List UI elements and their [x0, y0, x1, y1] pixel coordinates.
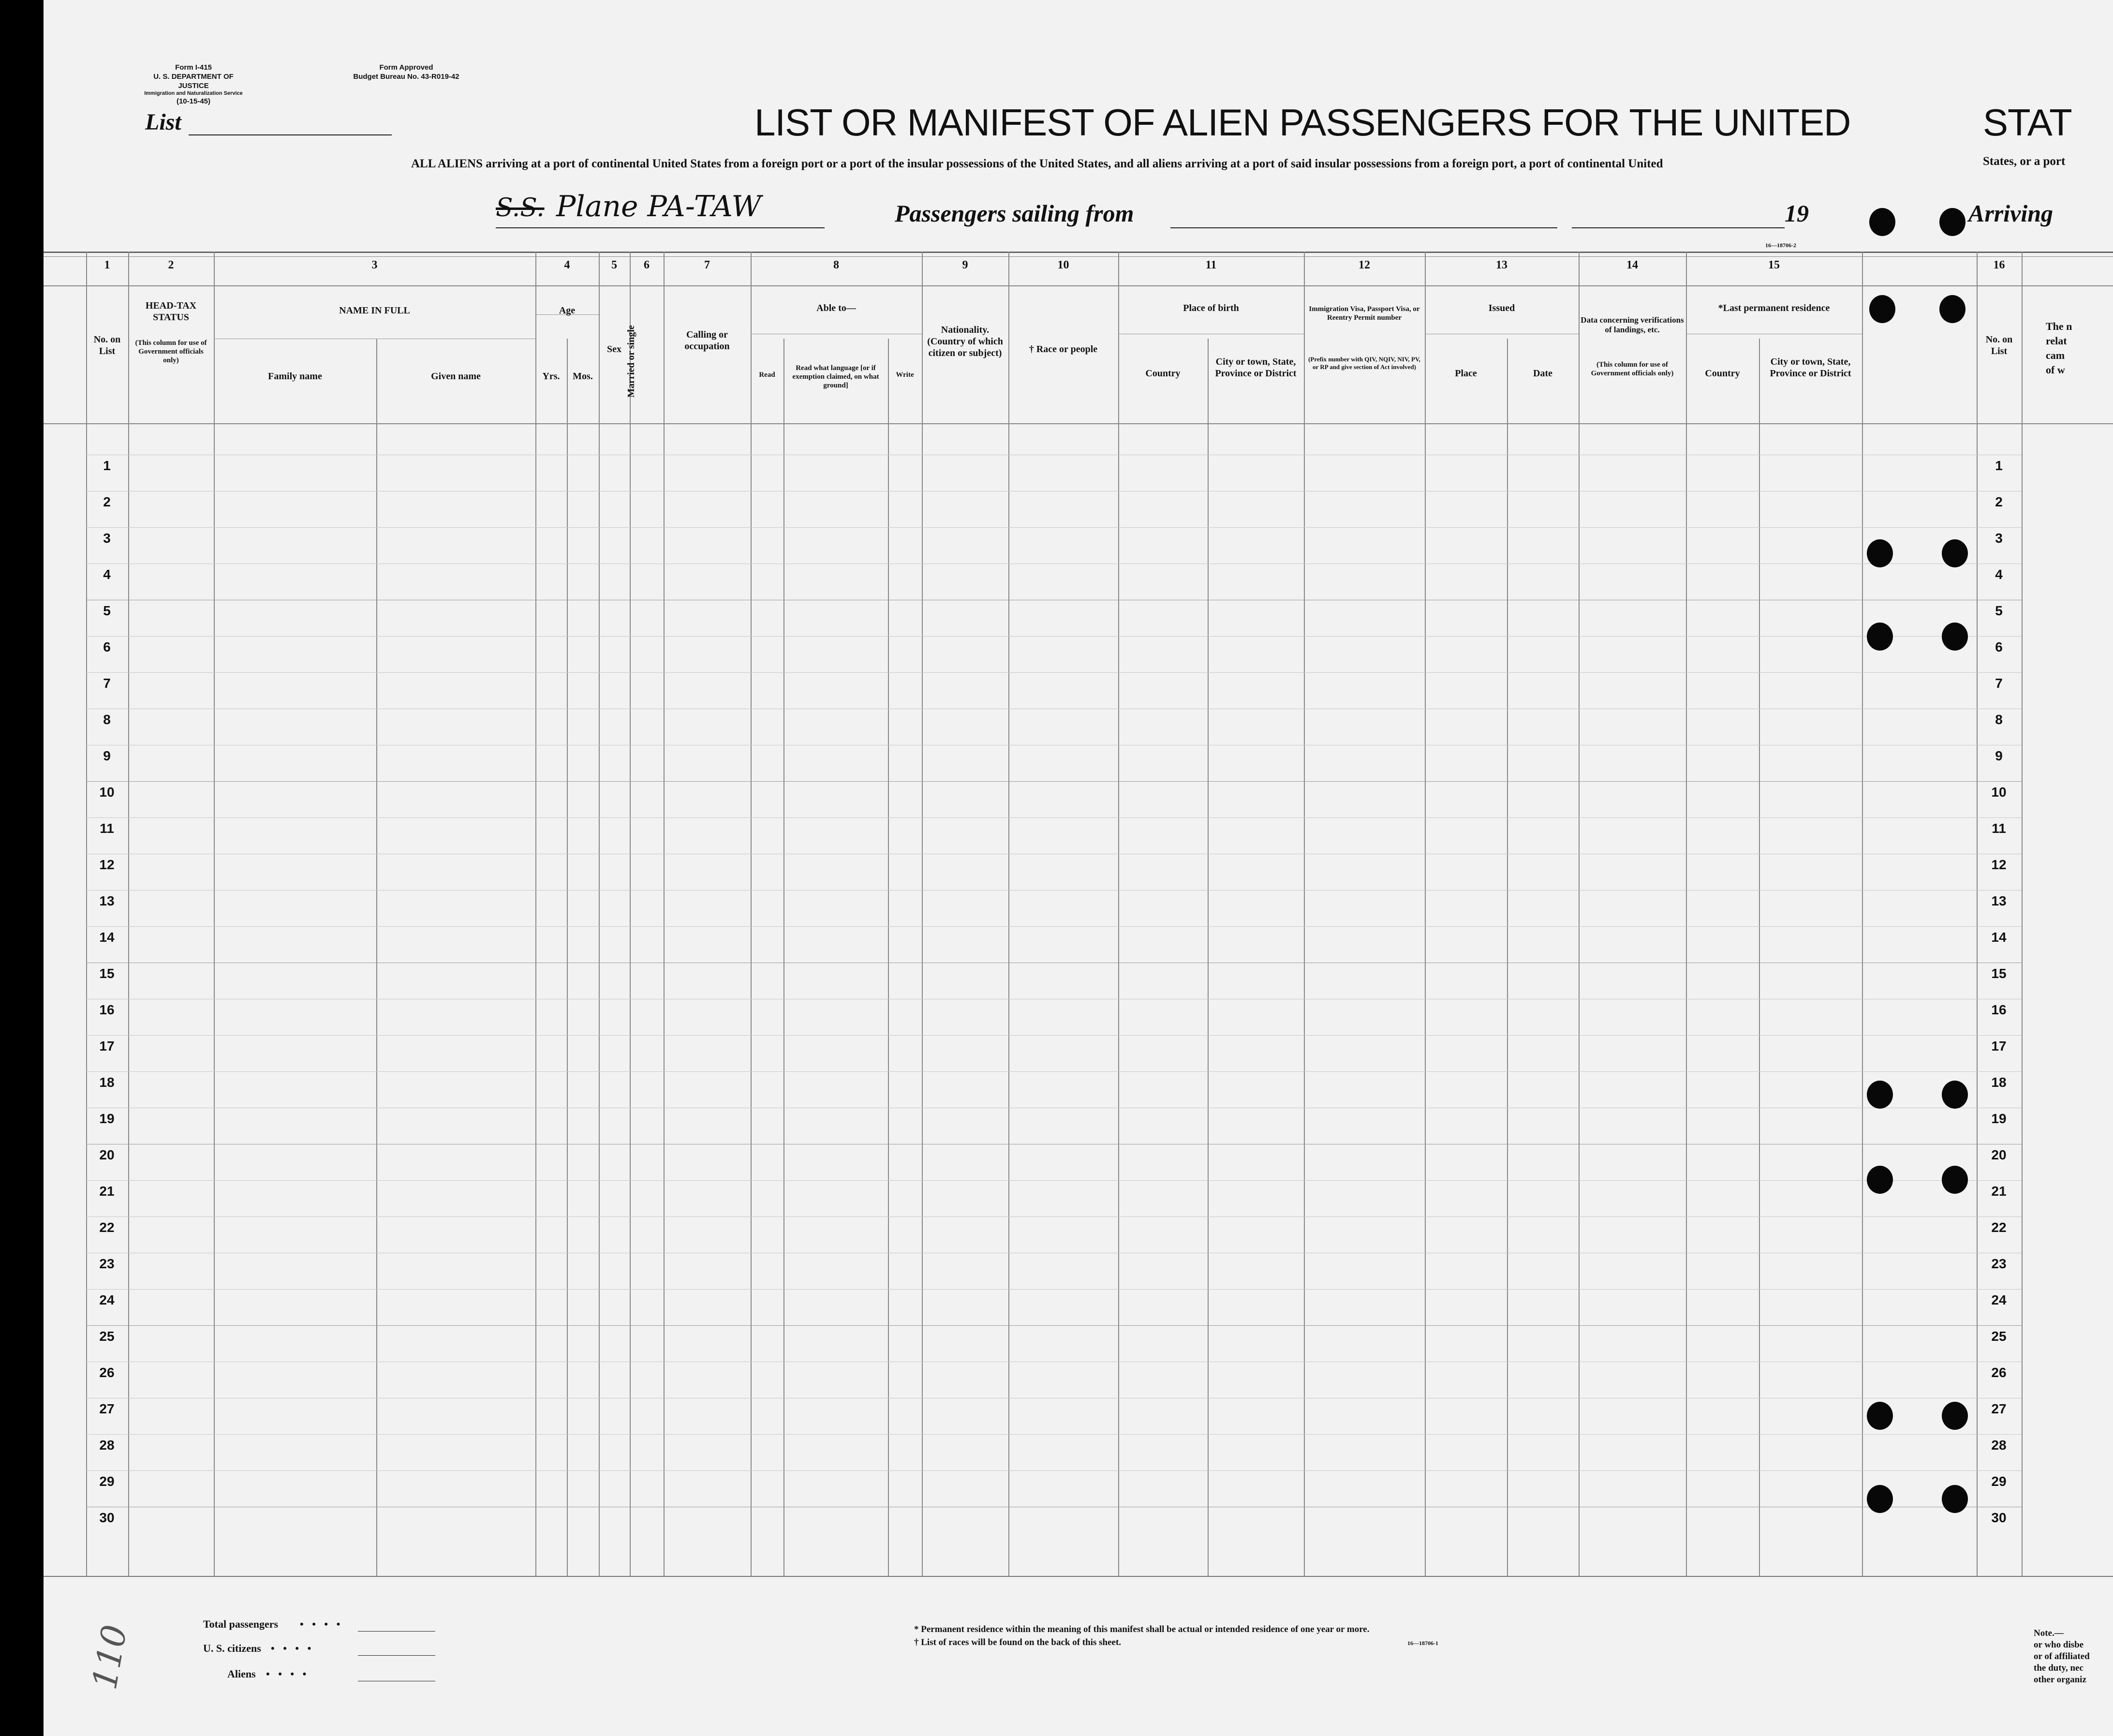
row-number-left: 26 [99, 1365, 115, 1380]
us-citizens-field[interactable] [358, 1655, 435, 1656]
row-number-right: 10 [1991, 785, 2007, 800]
row-number-left: 13 [99, 893, 115, 908]
col-number-7: 7 [704, 259, 710, 271]
footnote-permanent-residence: * Permanent residence within the meaning of this manifest shall be actual or intended residence of one year or more. [914, 1624, 1370, 1634]
header-visa: Immigration Visa, Passport Visa, or Reentry Permit number [1309, 305, 1420, 322]
row-number-right: 17 [1991, 1039, 2007, 1053]
col-divider [128, 252, 129, 1576]
header-race: † Race or people [1029, 344, 1098, 355]
row-number-left: 3 [103, 531, 111, 546]
margin-note: 110 [84, 1622, 135, 1692]
col-divider [376, 339, 377, 1576]
row-rule [86, 1035, 2022, 1036]
row-number-right: 5 [1995, 603, 2003, 618]
header-calling: Calling or occupation [684, 329, 730, 352]
list-label: List [145, 109, 181, 135]
col-divider [599, 252, 600, 1576]
col-divider [751, 252, 752, 1576]
punch-hole [1942, 1402, 1968, 1430]
punch-hole [1942, 623, 1968, 651]
right-note-line: or who disbe [2034, 1640, 2084, 1650]
header-no-on-list: No. on List [93, 334, 121, 356]
aliens-label: Aliens [227, 1668, 256, 1680]
row-number-right: 7 [1995, 676, 2003, 691]
header-residence-country: Country [1705, 368, 1740, 379]
vessel-name-line [496, 227, 825, 228]
row-number-right: 24 [1991, 1292, 2007, 1307]
row-number-right: 19 [1991, 1111, 2007, 1126]
row-rule [86, 1071, 2022, 1072]
header-head-tax: HEAD-TAX STATUS [145, 300, 197, 323]
row-rule [86, 1434, 2022, 1435]
form-approved: Form Approved [379, 63, 433, 72]
form-department: U. S. DEPARTMENT OF JUSTICE [153, 73, 234, 90]
punch-hole [1867, 1485, 1893, 1513]
col-number-4: 4 [564, 259, 570, 271]
row-number-left: 23 [99, 1256, 115, 1271]
col-number-1: 1 [104, 259, 110, 271]
col-number-3: 3 [371, 259, 378, 271]
page-title: LIST OR MANIFEST OF ALIEN PASSENGERS FOR THE UNITED [754, 101, 1851, 144]
aliens-dots: • • • • [266, 1668, 310, 1680]
row-number-left: 30 [99, 1510, 115, 1525]
row-rule [86, 636, 2022, 637]
col-divider [1008, 252, 1009, 1576]
right-clip-line: cam [2046, 349, 2065, 361]
right-note-line: or of affiliated [2034, 1651, 2090, 1662]
row-number-left: 12 [99, 857, 115, 872]
punch-hole [1867, 1081, 1893, 1109]
row-number-right: 28 [1991, 1438, 2007, 1453]
punch-hole [1867, 1166, 1893, 1194]
header-read: Read [759, 371, 775, 379]
header-issued: Issued [1488, 303, 1515, 313]
right-clip-header [2046, 319, 2072, 377]
col-divider [214, 252, 215, 1576]
row-number-right: 27 [1991, 1401, 2007, 1416]
header-name-in-full: NAME IN FULL [339, 305, 410, 316]
header-visa-note: (Prefix number with QIV, NQIV, NIV, PV, or RP and give section of Act involved) [1308, 356, 1420, 371]
col-divider [664, 252, 665, 1576]
punch-hole [1869, 295, 1895, 323]
total-passengers-field[interactable] [358, 1631, 435, 1632]
row-rule [86, 1180, 2022, 1181]
header-birth-country: Country [1145, 368, 1181, 379]
vessel-prefix: S.S. [496, 193, 545, 223]
row-number-left: 10 [99, 785, 115, 800]
row-rule [86, 1325, 2022, 1326]
row-number-left: 1 [103, 458, 111, 473]
header-last-residence: *Last permanent residence [1718, 303, 1830, 313]
footnote-races: † List of races will be found on the back of this sheet. [914, 1637, 1122, 1647]
row-number-right: 8 [1995, 712, 2003, 727]
col-divider [1977, 252, 1978, 1576]
form-id-block [140, 63, 247, 106]
col-divider [888, 339, 889, 1576]
col-divider [1425, 252, 1426, 1576]
row-rule [86, 817, 2022, 818]
col-number-2: 2 [168, 259, 174, 271]
header-top-rule [44, 252, 2113, 253]
row-number-left: 22 [99, 1220, 115, 1235]
row-number-left: 4 [103, 567, 111, 582]
row-number-left: 11 [100, 821, 114, 836]
header-issued-date: Date [1533, 368, 1552, 379]
us-citizens-dots: • • • • [271, 1642, 314, 1654]
row-number-left: 27 [99, 1401, 115, 1416]
sailing-date-line [1572, 227, 1785, 228]
col-divider [922, 252, 923, 1576]
row-number-right: 26 [1991, 1365, 2007, 1380]
row-number-right: 15 [1991, 966, 2007, 981]
column-number-rule [44, 285, 2113, 286]
header-verifications: Data concerning verifications of landings, etc. [1581, 315, 1684, 334]
total-passengers-label: Total passengers [203, 1618, 279, 1630]
row-rule [86, 926, 2022, 927]
header-sex: Sex [607, 344, 621, 355]
col-number-5: 5 [611, 259, 617, 271]
header-verifications-note: (This column for use of Government officials only) [1591, 361, 1674, 377]
col-number-12: 12 [1359, 259, 1370, 271]
row-number-left: 14 [99, 930, 115, 945]
col-divider [1686, 252, 1687, 1576]
header-given-name: Given name [431, 371, 481, 382]
row-number-right: 13 [1991, 893, 2007, 908]
footnote-code: 16—18706-1 [1407, 1640, 1438, 1647]
row-number-right: 11 [1992, 821, 2006, 836]
col-divider [630, 252, 631, 1576]
right-clip-line: The n [2046, 320, 2072, 332]
punch-hole [1942, 539, 1968, 567]
row-number-left: 2 [103, 494, 111, 509]
punch-hole [1867, 539, 1893, 567]
col-number-13: 13 [1496, 259, 1507, 271]
header-birth-city: City or town, State, Province or District [1215, 356, 1297, 379]
sailing-from-line [1170, 227, 1557, 228]
punch-hole [1942, 1166, 1968, 1194]
right-clip-line: of w [2046, 364, 2065, 376]
row-number-left: 5 [103, 603, 111, 618]
row-number-right: 9 [1995, 748, 2003, 763]
col-number-14: 14 [1626, 259, 1638, 271]
row-number-right: 16 [1991, 1002, 2007, 1017]
form-budget: Budget Bureau No. 43-R019-42 [353, 73, 459, 81]
punch-hole [1939, 295, 1965, 323]
right-note-line: Note.— [2034, 1628, 2064, 1638]
list-number-line [189, 134, 392, 135]
row-number-left: 21 [99, 1184, 115, 1199]
sailing-label: Passengers sailing from [895, 200, 1134, 227]
header-age-yrs: Yrs. [542, 371, 560, 382]
header-residence-city: City or town, State, Province or District [1770, 356, 1851, 379]
row-number-right: 29 [1991, 1474, 2007, 1489]
punch-hole [1939, 208, 1965, 236]
row-number-right: 22 [1991, 1220, 2007, 1235]
col-number-6: 6 [644, 259, 650, 271]
row-number-left: 18 [99, 1075, 115, 1090]
header-nationality: Nationality. (Country of which citizen or subject) [927, 325, 1003, 358]
header-age: Age [559, 305, 576, 316]
header-family-name: Family name [268, 371, 322, 382]
col-divider [535, 252, 536, 1576]
punch-hole [1942, 1485, 1968, 1513]
table-bottom-rule [44, 1576, 2113, 1577]
col-divider [783, 339, 784, 1576]
col-number-15: 15 [1768, 259, 1780, 271]
punch-hole [1869, 208, 1895, 236]
row-rule [86, 1470, 2022, 1471]
col-divider [1507, 339, 1508, 1576]
header-write: Write [896, 371, 914, 379]
header-read-language: Read what language [or if exemption claimed, on what ground] [792, 364, 879, 389]
header-able-to: Able to— [816, 303, 856, 313]
header-issued-place: Place [1455, 368, 1477, 379]
row-number-left: 24 [99, 1292, 115, 1307]
right-note-line: the duty, nec [2034, 1663, 2083, 1673]
row-rule [86, 1289, 2022, 1290]
row-number-right: 18 [1991, 1075, 2007, 1090]
row-number-left: 7 [103, 676, 111, 691]
row-number-left: 8 [103, 712, 111, 727]
page-subtitle-continued: States, or a port [1983, 155, 2066, 168]
row-number-right: 6 [1995, 639, 2003, 654]
row-number-right: 3 [1995, 531, 2003, 546]
page-title-continued: STAT [1983, 101, 2072, 144]
col-divider [1208, 339, 1209, 1576]
punch-hole [1942, 1081, 1968, 1109]
manifest-page [44, 0, 2113, 1736]
row-number-left: 28 [99, 1438, 115, 1453]
col-divider [1304, 252, 1305, 1576]
col-number-11: 11 [1205, 259, 1217, 271]
col-number-9: 9 [962, 259, 968, 271]
row-number-left: 20 [99, 1147, 115, 1162]
col-number-8: 8 [833, 259, 839, 271]
col-number-16: 16 [1993, 259, 2005, 271]
row-number-right: 12 [1991, 857, 2007, 872]
row-number-right: 4 [1995, 567, 2003, 582]
row-rule [86, 527, 2022, 528]
us-citizens-label: U. S. citizens [203, 1642, 261, 1654]
col-divider [86, 252, 87, 1576]
row-number-left: 9 [103, 748, 111, 763]
row-number-right: 25 [1991, 1329, 2007, 1344]
row-number-left: 15 [99, 966, 115, 981]
print-code: 16—18706-2 [1765, 242, 1796, 249]
vessel-name: Plane PA-TAW [556, 190, 762, 223]
col-divider [1759, 339, 1760, 1576]
year-prefix: 19 [1785, 200, 1809, 227]
col-number-10: 10 [1057, 259, 1069, 271]
total-passengers-dots: • • • • [300, 1618, 343, 1630]
form-date-code: (10-15-45) [176, 97, 211, 105]
col-divider [2022, 252, 2023, 1576]
right-clip-line: relat [2046, 335, 2067, 347]
row-number-right: 1 [1995, 458, 2003, 473]
right-clip-note [2034, 1628, 2090, 1686]
row-number-left: 17 [99, 1039, 115, 1053]
header-bottom-rule [44, 423, 2113, 424]
row-number-left: 6 [103, 639, 111, 654]
row-number-left: 29 [99, 1474, 115, 1489]
form-approval-block [334, 63, 479, 81]
form-service: Immigration and Naturalization Service [144, 90, 243, 96]
row-number-right: 14 [1991, 930, 2007, 945]
header-head-tax-note: (This column for use of Government officials only) [135, 339, 207, 364]
col-divider [1862, 252, 1863, 1576]
header-place-of-birth: Place of birth [1183, 303, 1239, 313]
col-divider [1579, 252, 1580, 1576]
arriving-label: Arriving [1968, 200, 2054, 227]
punch-hole [1867, 1402, 1893, 1430]
punch-hole [1867, 623, 1893, 651]
row-number-left: 25 [99, 1329, 115, 1344]
row-number-right: 21 [1991, 1184, 2007, 1199]
row-number-left: 19 [99, 1111, 115, 1126]
right-note-line: other organiz [2034, 1675, 2086, 1685]
form-number: Form I-415 [175, 63, 212, 72]
row-number-right: 2 [1995, 494, 2003, 509]
page-subtitle: ALL ALIENS arriving at a port of continental United States from a foreign port or a port of the insular possessions of the United States, and all aliens arriving at a port of said insular possessions from a foreign port, a port of continental United [411, 157, 1663, 170]
header-age-mos: Mos. [573, 371, 593, 382]
row-number-left: 16 [99, 1002, 115, 1017]
row-number-right: 30 [1991, 1510, 2007, 1525]
row-number-right: 20 [1991, 1147, 2007, 1162]
col-divider [1118, 252, 1119, 1576]
row-number-right: 23 [1991, 1256, 2007, 1271]
header-top-rule-2 [44, 256, 2113, 257]
header-married-single: Married or single [626, 325, 636, 398]
col-divider [567, 339, 568, 1576]
row-rule [86, 781, 2022, 782]
row-rule [86, 672, 2022, 673]
header-no-on-list-right: No. on List [1985, 334, 2013, 356]
